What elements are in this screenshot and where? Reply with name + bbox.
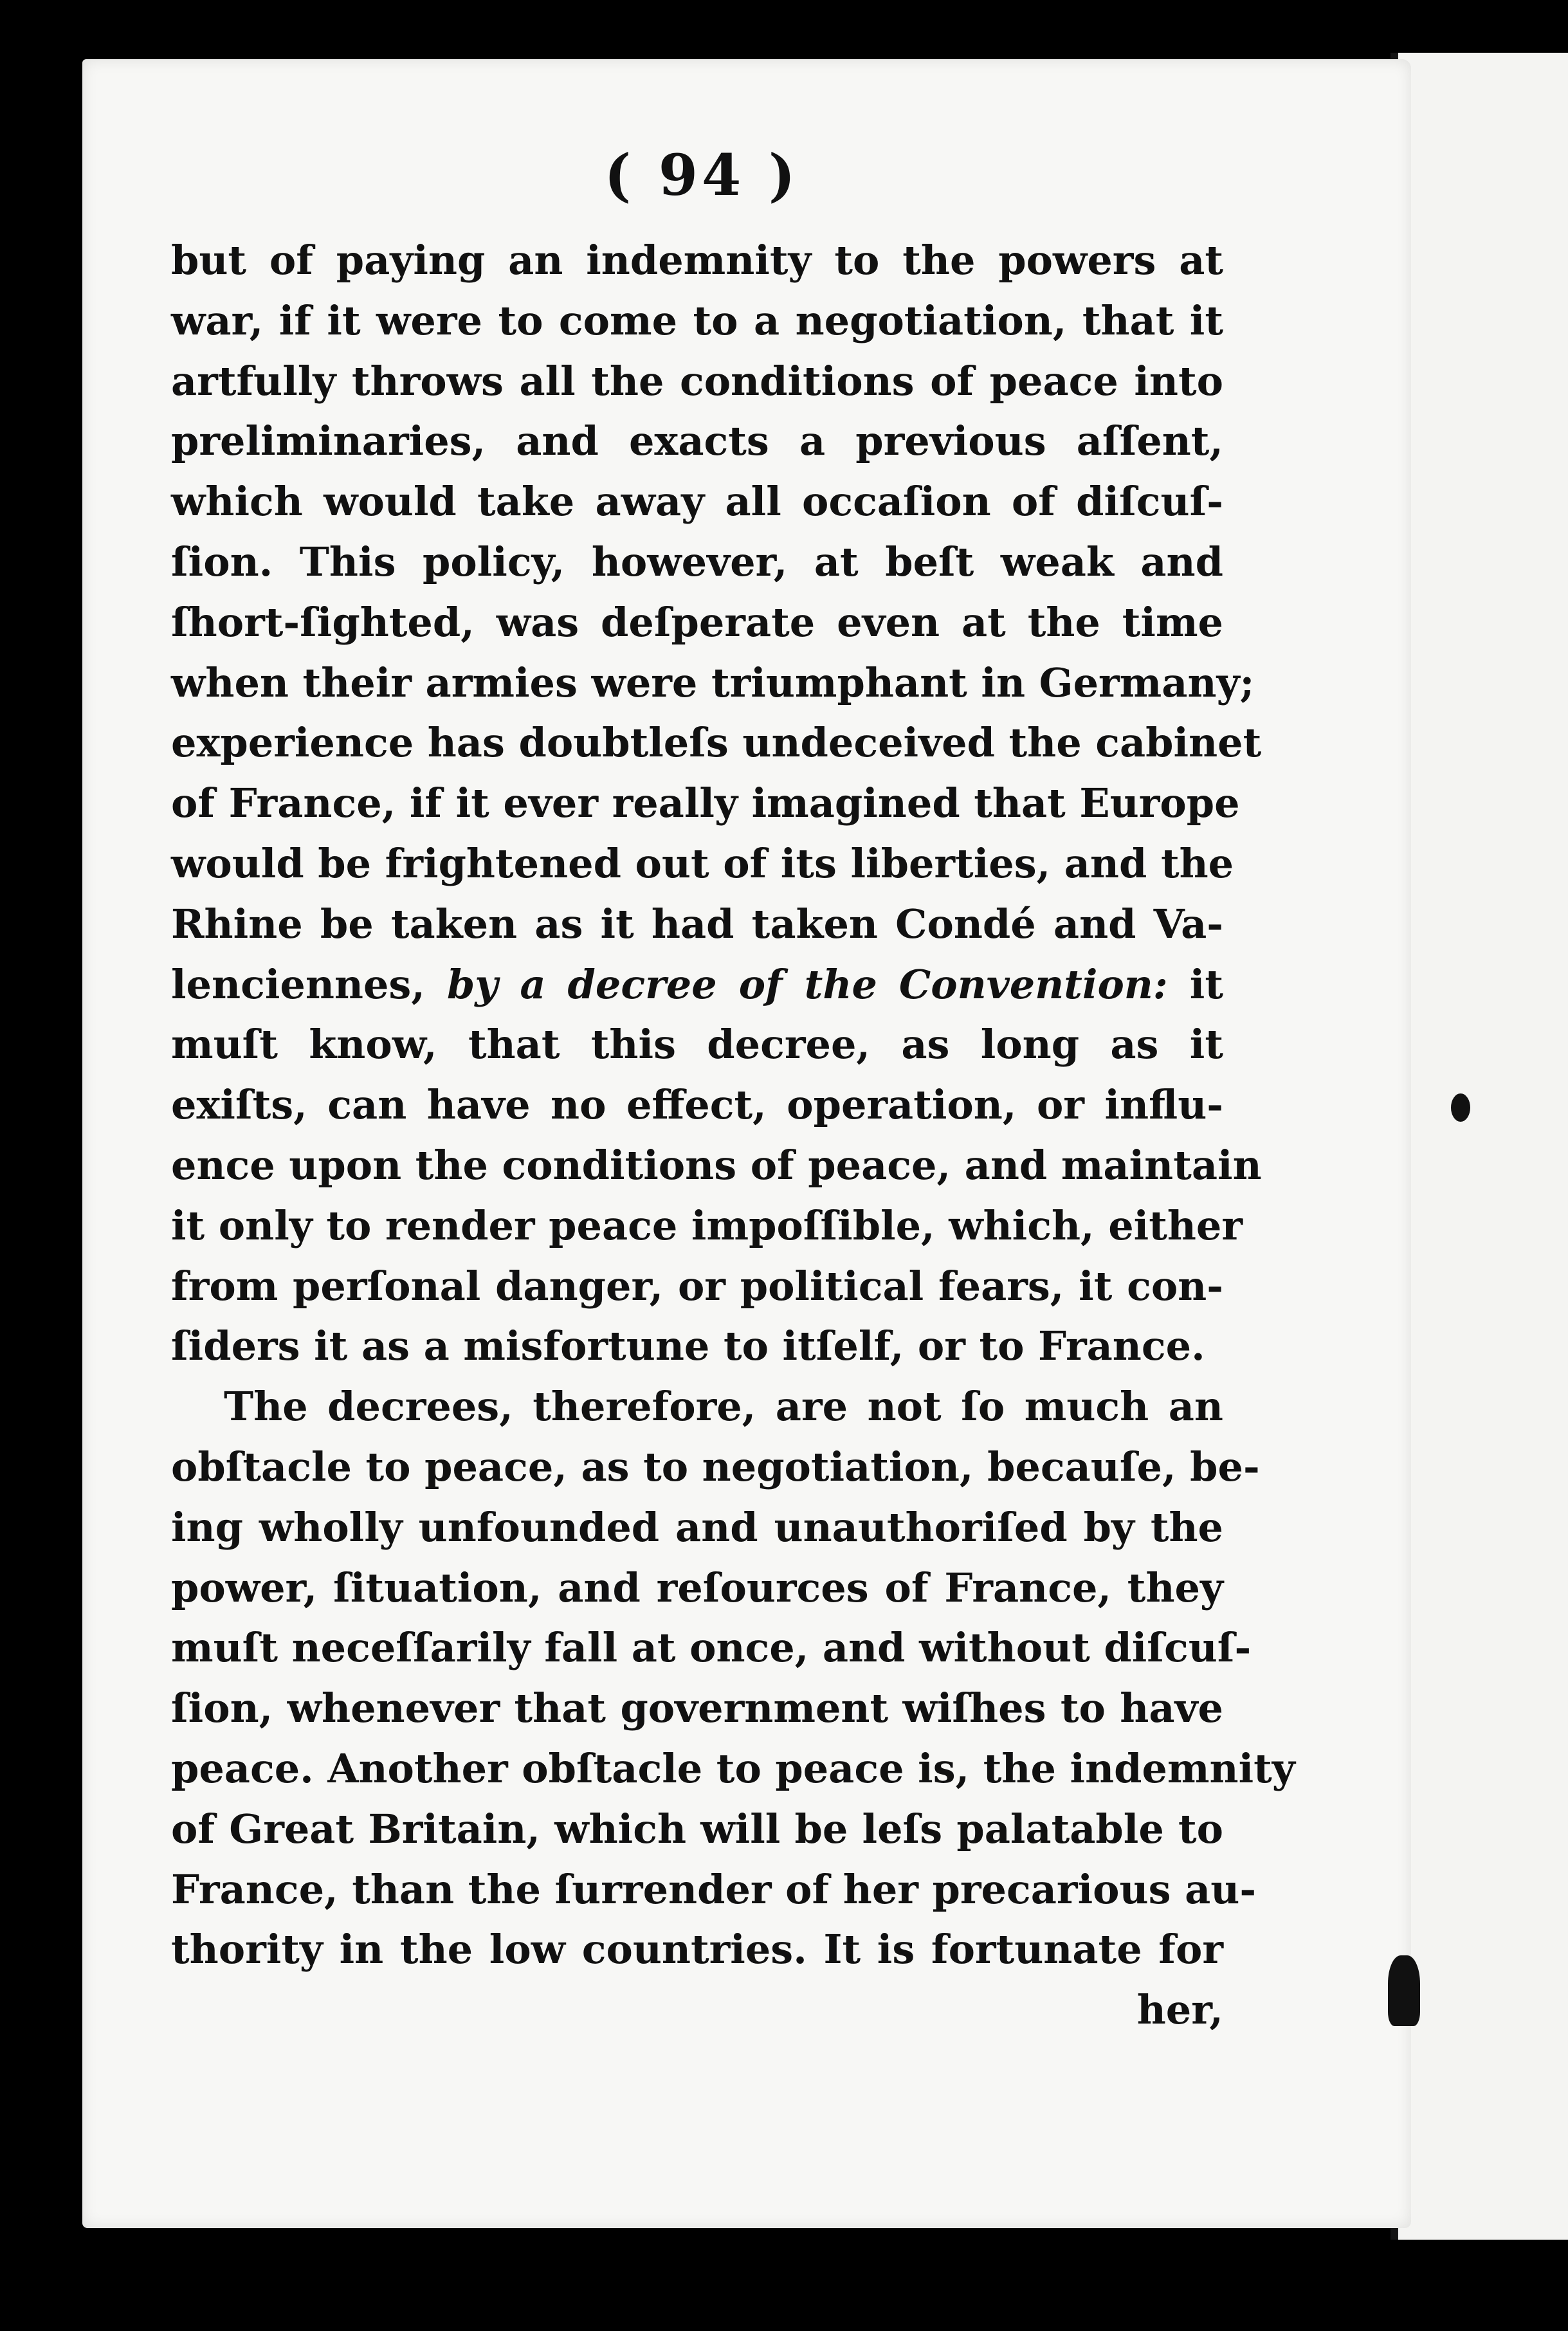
text-line: war, if it were to come to a negotiation, that it [171, 297, 1223, 344]
text-line: would be frightened out of its liberties, and the [171, 839, 1234, 887]
ink-blot [1451, 1093, 1470, 1122]
page-text [171, 230, 1295, 2040]
text-line: exiſts, can have no effect, operation, or influ- [171, 1081, 1223, 1129]
text-line: ſiders it as a misfortune to itſelf, or to France. [171, 1322, 1205, 1370]
italic-phrase: by a decree of the Convention: [446, 960, 1168, 1008]
text-line: experience has doubtleſs undeceived the cabinet [171, 719, 1262, 767]
text-line: The decrees, therefore, are not ſo much an [224, 1383, 1223, 1431]
text-line: peace. Another obſtacle to peace is, the indemnity [171, 1744, 1295, 1792]
text-line: ence upon the conditions of peace, and maintain [171, 1141, 1262, 1189]
text-line: muſt know, that this decree, as long as it [171, 1021, 1223, 1068]
page-number: ( 94 ) [604, 142, 799, 208]
text-line: of Great Britain, which will be leſs palatable to [171, 1805, 1223, 1852]
text-line: ing wholly unfounded and unauthoriſed by the [171, 1503, 1223, 1551]
text-line: which would take away all occaſion of diſcuſ- [171, 478, 1223, 526]
ink-blot [1388, 1955, 1420, 2026]
text-line: thority in the low countries. It is fortunate for [171, 1926, 1223, 1973]
text-line: it only to render peace impoſſible, which, either [171, 1202, 1243, 1249]
text-fragment: lenciennes, [171, 960, 447, 1008]
text-line: ſion, whenever that government wiſhes to have [171, 1685, 1223, 1732]
facing-page-edge [1396, 53, 1568, 2240]
text-line: of France, if it ever really imagined that Europe [171, 780, 1240, 827]
text-line: France, than the ſurrender of her precarious au- [171, 1865, 1257, 1913]
text-line: ſhort-ſighted, was deſperate even at the time [171, 598, 1223, 646]
text-line: Rhine be taken as it had taken Condé and Va- [171, 900, 1223, 947]
text-line-italic-phrase [171, 955, 1223, 1015]
text-line: but of paying an indemnity to the powers at [171, 237, 1223, 284]
text-line: from perſonal danger, or political fears, it con- [171, 1262, 1223, 1310]
text-fragment: it [1167, 960, 1223, 1008]
text-line: when their armies were triumphant in Germany; [171, 659, 1255, 706]
text-line: artfully throws all the conditions of peace into [171, 357, 1223, 405]
book-page [82, 59, 1411, 2228]
text-line: muſt neceſſarily fall at once, and without diſcuſ- [171, 1624, 1252, 1672]
catchword: her, [1136, 1986, 1223, 2034]
text-line: power, ſituation, and reſources of France, they [171, 1564, 1223, 1611]
text-line: obſtacle to peace, as to negotiation, becauſe, be- [171, 1443, 1260, 1490]
text-line: ſion. This policy, however, at beſt weak and [171, 538, 1223, 585]
text-line: preliminaries, and exacts a previous aſſent, [171, 417, 1223, 465]
